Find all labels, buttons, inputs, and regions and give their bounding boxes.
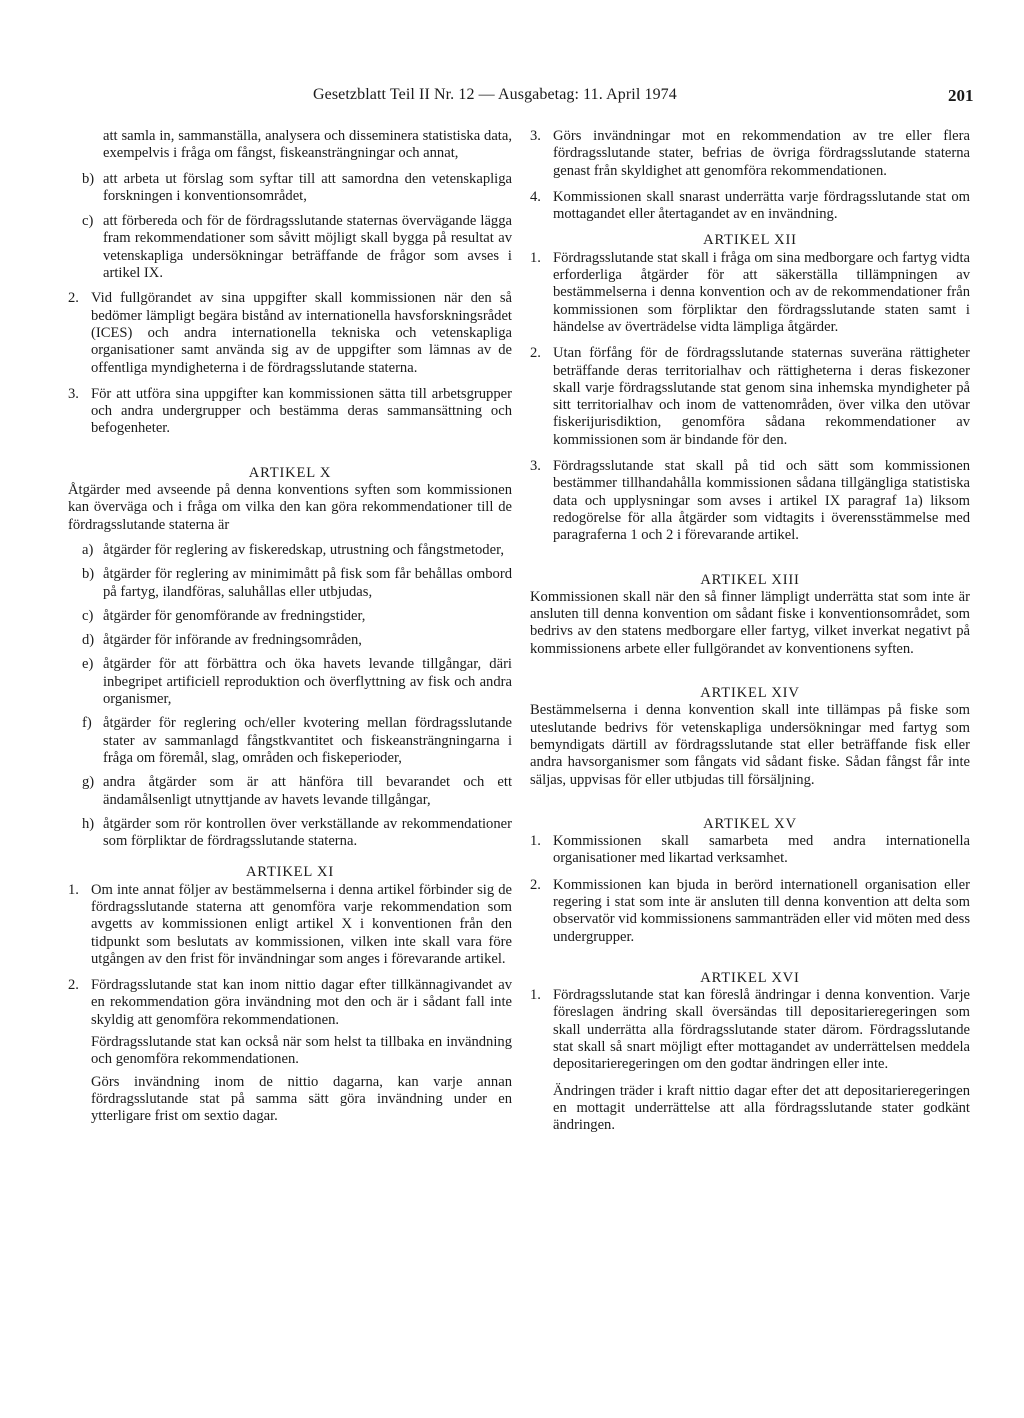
item-a-continuation — [68, 128, 512, 163]
paragraph-marker: 2. — [530, 345, 541, 362]
item-marker: h) — [82, 815, 95, 832]
paragraph-text: Om inte annat följer av bestämmelserna i denna artikel förbinder sig de fördragsslutande staterna att genomföra varje rekommendation som avgetts av kommissionen enligt artikel X i konventionen från den tidpunkt som beslutats av kommissionen, vilken inte skall vara före utgången av den frist för invändningar som anges i förevarande artikel. — [91, 881, 512, 967]
page-number: 201 — [948, 86, 974, 105]
heading-artikel-x: ARTIKEL X — [248, 464, 332, 481]
paragraph-text: Kommissionen kan bjuda in berörd internationell organisation eller regering i stat som inte är ansluten till denna konvention att delta som observatör vid kommissionens sammanträden eller vid möten med dess undergrupper. — [553, 876, 970, 945]
paragraph-text: Vid fullgörandet av sina uppgifter skall kommissionen när den så bedömer lämpligt begära bistånd av internationella havsforskningsrådet (ICES) och andra internationella tekniska och vetenskapliga organisationer samt använda sig av de uppgifter som lämnas av de offentliga myndigheterna i de fördragsslutande staterna. — [91, 290, 512, 376]
paragraph-marker: 2. — [68, 977, 79, 994]
artikel-xii-paragraph-2 — [530, 345, 970, 449]
paragraph-text: Utan förfång för de fördragsslutande staternas suveräna rättigheter beträffande deras territorialhav och rättigheterna i deras fiskezoner skall varje fördragsslutande stat genom sina inhemska myndigheter på sitt territorialhav och inom de vattenområden, över vilka den utövar fiskerijurisdiktion, genomföra sådana rekommendationer av kommissionen som är bindande för den. — [553, 345, 970, 448]
item-marker: d) — [82, 632, 95, 649]
item-text: åtgärder för att förbättra och öka havets levande tillgångar, däri inbegripet artificiell reproduktion och överflyttning av fisk och andra organismer, — [103, 656, 512, 708]
paragraph-text: För att utföra sina uppgifter kan kommissionen sätta till arbetsgrupper och andra undergrupper och bestämma deras sammansättning och befogenheter. — [91, 385, 512, 437]
artikel-x-item-d — [68, 632, 512, 649]
paragraph-marker: 4. — [530, 188, 541, 205]
heading-artikel-xii: ARTIKEL XII — [703, 232, 797, 249]
artikel-xv-paragraph-2 — [530, 877, 970, 946]
article-ix-item-b — [68, 171, 512, 206]
paragraph-marker: 3. — [68, 385, 79, 402]
running-head: Gesetzblatt Teil II Nr. 12 — Ausgabetag: 11. April 1974 — [313, 86, 677, 103]
item-text: att arbeta ut förslag som syftar till att samordna den vetenskapliga forskningen i konventionsområdet, — [103, 170, 512, 204]
item-marker: b) — [82, 170, 95, 187]
item-a-continuation-text: att samla in, sammanställa, analysera och disseminera statistiska data, exempelvis i fråga om fångst, fiskeansträngningar och annat, — [103, 128, 512, 162]
artikel-xvi-paragraph-1 — [530, 987, 970, 1073]
item-text: åtgärder för genomförande av fredningstider, — [103, 607, 366, 624]
paragraph-marker: 1. — [530, 249, 541, 266]
artikel-xi-paragraph-4 — [530, 189, 970, 224]
article-ix-item-c — [68, 213, 512, 282]
heading-artikel-xiii: ARTIKEL XIII — [700, 571, 800, 588]
item-marker: c) — [82, 607, 94, 624]
item-marker: c) — [82, 213, 94, 230]
item-text: åtgärder för reglering av fiskeredskap, utrustning och fångstmetoder, — [103, 541, 505, 558]
artikel-xi-paragraph-2-continuation-1: Fördragsslutande stat kan också när som helst ta tillbaka en invändning och genomföra rekommendationen. — [91, 1034, 512, 1068]
item-text: åtgärder som rör kontrollen över verkställande av rekommendationer som förpliktar de fördragsslutande staterna. — [103, 815, 512, 850]
artikel-x-intro: Åtgärder med avseende på denna konventions syften som kommissionen kan överväga och i fråga om vilka den kan göra rekommendationer till de fördragsslutande staterna är — [68, 482, 512, 533]
paragraph-marker: 3. — [530, 458, 541, 475]
paragraph-text: Fördragsslutande stat kan föreslå ändringar i denna konvention. Varje föreslagen ändring skall översändas till depositarieregeringen som skall underrätta alla fördragsslutande stater därom. Fördragsslutande stat skall så snart möjligt efter mottagandet av underrättelsen meddela depositarieregeringen om den godtar ändringen eller inte. — [553, 987, 970, 1073]
artikel-xii-paragraph-3 — [530, 458, 970, 544]
artikel-x-item-a — [68, 542, 512, 559]
artikel-xii-paragraph-1 — [530, 250, 970, 336]
paragraph-text: Kommissionen skall snarast underrätta varje fördragsslutande stat om mottagandet eller återtagandet av en invändning. — [553, 188, 970, 223]
artikel-x-item-h — [68, 816, 512, 851]
heading-artikel-xiv: ARTIKEL XIV — [700, 685, 800, 702]
item-marker: f) — [82, 715, 92, 732]
artikel-xi-paragraph-1 — [68, 882, 512, 968]
item-marker: e) — [82, 656, 94, 673]
paragraph-marker: 2. — [68, 290, 79, 307]
artikel-xiv-text: Bestämmelserna i denna konvention skall inte tillämpas på fiske som uteslutande bedrivs för vetenskapliga undersökningar med fartyg som bemyndigats därtill av fördragsslutande stat eller beträffande fisk eller andra havsorganismer som fångats vid sådant fiske. Sådan fångst får inte säljas, uppvisas för eller utbjudas till försäljning. — [530, 702, 970, 788]
artikel-x-item-g — [68, 774, 512, 809]
artikel-x-item-b — [68, 566, 512, 601]
heading-artikel-xvi: ARTIKEL XVI — [700, 969, 800, 986]
artikel-xiii-text: Kommissionen skall när den så finner lämpligt underrätta stat som inte är ansluten till denna konvention om sådant fiske i konventionsområdet, som bedrivs av den statens medborgare eller fartyg, vilket inverkat negativt på kommissionens arbete eller fullgörandet av konventionens syften. — [530, 588, 970, 657]
artikel-xv-paragraph-1 — [530, 833, 970, 868]
artikel-xi-paragraph-2 — [68, 977, 512, 1029]
paragraph-text: Görs invändningar mot en rekommendation av tre eller flera fördragsslutande stater, befrias de övriga fördragsslutande staterna genast från skyldighet att genomföra rekommendationen. — [553, 128, 970, 179]
paragraph-text: Fördragsslutande stat kan inom nittio dagar efter tillkännagivandet av en rekommendation göra invändning mot den och är i sådant fall inte skyldig att genomföra rekommendationen. — [91, 977, 512, 1028]
heading-artikel-xv: ARTIKEL XV — [703, 815, 797, 832]
paragraph-text: Fördragsslutande stat skall på tid och sätt som kommissionen bestämmer tillhandahålla kommissionen sådana tillgängliga statistiska data och upplysningar som avses i artikel IX paragraf 1a) liksom redogörelse för alla åtgärder som vidtagits i överensstämmelse med paragraferna 1 och 2 i förevarande artikel. — [553, 458, 970, 544]
article-ix-paragraph-2 — [68, 290, 512, 376]
paragraph-marker: 1. — [68, 881, 79, 898]
item-text: åtgärder för reglering av minimimått på fisk som får behållas ombord på fartyg, ilandföras, saluhållas eller utbjudas, — [103, 566, 512, 600]
artikel-xvi-paragraph-1-continuation: Ändringen träder i kraft nittio dagar efter det att depositarieregeringen en mottagit underrättelse att alla fördragsslutande stater godkänt ändringen. — [553, 1082, 970, 1134]
artikel-x-item-c — [68, 608, 512, 625]
artikel-xi-paragraph-2-continuation-2: Görs invändning inom de nittio dagarna, kan varje annan fördragsslutande stat på samma sätt göra invändning under en ytterligare frist om sextio dagar. — [91, 1073, 512, 1125]
paragraph-marker: 1. — [530, 833, 541, 850]
left-column — [68, 128, 512, 1131]
item-text: åtgärder för införande av fredningsområden, — [103, 632, 362, 649]
artikel-xi-paragraph-3 — [530, 128, 970, 180]
artikel-x-item-f — [68, 715, 512, 767]
artikel-x-item-e — [68, 656, 512, 708]
heading-artikel-xi: ARTIKEL XI — [245, 864, 335, 881]
item-text: att förbereda och för de fördragsslutande staternas övervägande lägga fram rekommendationer som såvitt möjligt skall bygga på resultat av vetenskapliga undersökningar beträffande de frågor som avses i artikel IX. — [103, 213, 512, 282]
item-text: åtgärder för reglering och/eller kvotering mellan fördragsslutande stater av sammanlagd fångstkvantitet och fiskeansträngningarna i fråga om föremål, slag, områden och fiskeperioder, — [103, 715, 512, 766]
paragraph-marker: 3. — [530, 128, 541, 144]
item-text: andra åtgärder som är att hänföra till bevarandet och ett ändamålsenligt utnyttjande av havets levande tillgångar, — [103, 774, 512, 808]
paragraph-marker: 2. — [530, 876, 541, 893]
item-marker: g) — [82, 774, 95, 791]
right-column — [530, 128, 970, 1140]
article-ix-paragraph-3 — [68, 386, 512, 438]
item-marker: a) — [82, 541, 94, 558]
paragraph-text: Kommissionen skall samarbeta med andra internationella organisationer med likartad verksamhet. — [553, 833, 970, 867]
paragraph-marker: 1. — [530, 987, 541, 1004]
item-marker: b) — [82, 566, 95, 583]
paragraph-text: Fördragsslutande stat skall i fråga om sina medborgare och fartyg vidta erforderliga åtgärder för att säkerställa tillämpningen av bestämmelserna i denna konvention och av de rekommendationer från kommissionen som förpliktar den fördragsslutande staten samt i händelse av överträdelse vidta lämpliga åtgärder. — [553, 249, 970, 335]
